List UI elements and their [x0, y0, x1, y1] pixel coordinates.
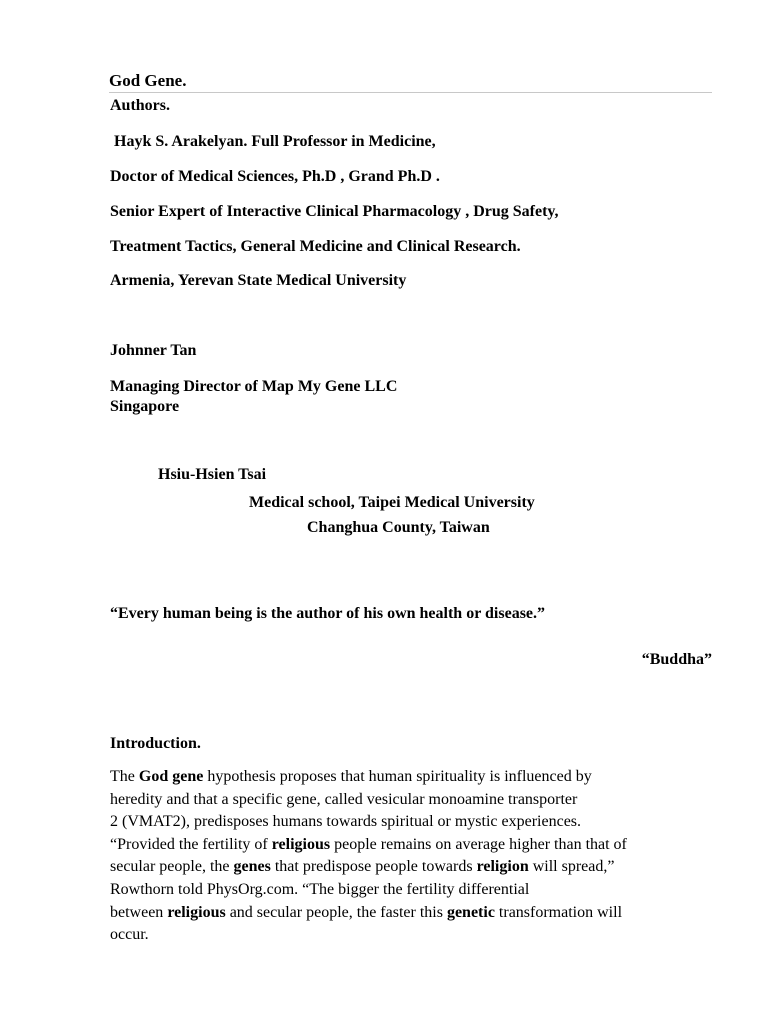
author1-line1: Hayk S. Arakelyan. Full Professor in Medicine, — [114, 133, 436, 150]
bold-term: genes — [233, 858, 271, 876]
author3-name: Hsiu-Hsien Tsai — [158, 466, 267, 483]
text-run: heredity and that a specific gene, called vesicular monoamine transporter — [110, 790, 578, 808]
text-run: transformation will — [494, 903, 623, 921]
paragraph-line — [110, 834, 710, 857]
paragraph-line — [110, 879, 710, 902]
author1-line4: Treatment Tactics, General Medicine and Clinical Research. — [110, 238, 521, 255]
bold-term: God gene — [138, 768, 204, 785]
text-run: that predispose people towards — [270, 858, 477, 876]
text-run: 2 (VMAT2), predisposes humans towards spiritual or mystic experiences. — [110, 813, 582, 831]
author1-line3: Senior Expert of Interactive Clinical Pharmacology , Drug Safety, — [110, 203, 559, 220]
author3-line2: Changhua County, Taiwan — [307, 519, 490, 536]
author2-line1: Managing Director of Map My Gene LLC — [110, 378, 398, 395]
text-run: people remains on average higher than that of — [330, 835, 627, 853]
bold-term: religious — [271, 835, 331, 853]
text-run: The — [110, 768, 139, 785]
author2-line2: Singapore — [110, 398, 180, 415]
authors-heading: Authors. — [110, 97, 171, 114]
text-run: secular people, the — [110, 858, 234, 876]
introduction-paragraph — [110, 766, 710, 947]
introduction-heading: Introduction. — [110, 735, 201, 752]
quote-text: “Every human being is the author of his own health or disease.” — [110, 605, 546, 622]
text-run: will spread,” — [528, 858, 615, 876]
author1-line5: Armenia, Yerevan State Medical University — [110, 272, 407, 289]
paragraph-line — [110, 902, 710, 925]
paragraph-line — [110, 924, 710, 947]
author2-name: Johnner Tan — [110, 342, 197, 359]
text-run: between — [110, 903, 168, 921]
paragraph-line — [110, 766, 710, 789]
text-run: occur. — [110, 926, 149, 944]
text-run: Rowthorn told PhysOrg.com. “The bigger the fertility differential — [110, 880, 530, 898]
bold-term: genetic — [446, 903, 495, 921]
text-run: and secular people, the faster this — [225, 903, 447, 921]
bold-term: religion — [476, 858, 529, 876]
paragraph-line — [110, 789, 710, 812]
text-run: “Provided the fertility of — [110, 835, 272, 853]
paragraph-line — [110, 811, 710, 834]
quote-attribution: “Buddha” — [641, 651, 712, 668]
author1-line2: Doctor of Medical Sciences, Ph.D , Grand Ph.D . — [110, 168, 440, 185]
paragraph-line — [110, 856, 710, 879]
text-run: hypothesis proposes that human spirituality is influenced by — [203, 768, 592, 785]
document-title: God Gene. — [109, 71, 187, 90]
author3-line1: Medical school, Taipei Medical University — [249, 494, 535, 511]
bold-term: religious — [167, 903, 226, 921]
title-divider — [109, 92, 712, 93]
